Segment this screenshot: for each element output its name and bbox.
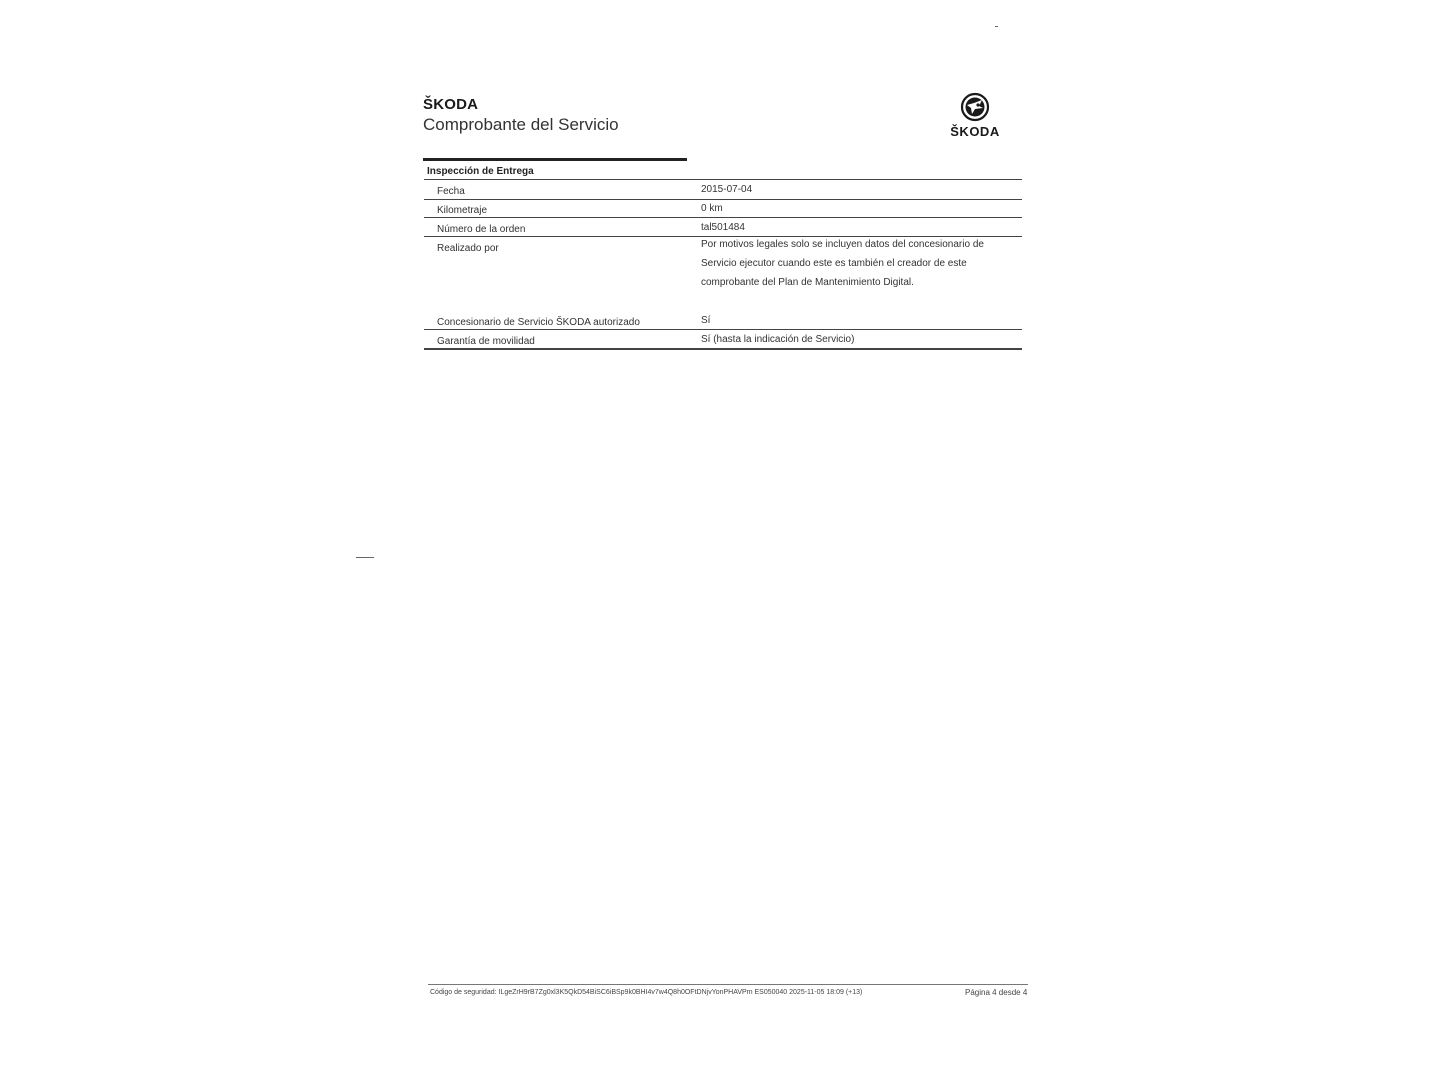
row-label-garantia: Garantía de movilidad xyxy=(437,336,535,347)
scan-mark xyxy=(995,26,998,27)
logo-wordmark: ŠKODA xyxy=(950,124,1000,139)
footer-divider xyxy=(428,984,1028,985)
brand-name: ŠKODA xyxy=(423,96,479,113)
skoda-arrow-icon xyxy=(960,92,990,122)
row-value-numero-orden: tal501484 xyxy=(701,222,745,233)
row-label-fecha: Fecha xyxy=(437,186,465,197)
scan-mark xyxy=(356,557,374,558)
row-value-fecha: 2015-07-04 xyxy=(701,184,753,195)
row-label-kilometraje: Kilometraje xyxy=(437,205,488,216)
row-value-kilometraje: 0 km xyxy=(701,203,723,214)
skoda-logo xyxy=(940,92,1010,142)
table-bottom-rule xyxy=(424,348,1022,350)
row-divider xyxy=(424,199,1022,200)
row-label-realizado-por: Realizado por xyxy=(437,243,499,254)
row-divider xyxy=(424,329,1022,330)
row-divider xyxy=(424,179,1022,180)
row-label-concesionario: Concesionario de Servicio ŠKODA autorizado xyxy=(437,317,640,328)
row-value-garantia: Sí (hasta la indicación de Servicio) xyxy=(701,334,855,345)
security-code: Código de seguridad: ILgeZrH9rB7Zg0xl3K5QkD54BiSC6iBSp9k0BHI4v7w4Q8h0OFtDNjvYonPHAVPm ES050040 2025-11-05 18:09 (+13) xyxy=(430,989,863,996)
row-divider xyxy=(424,217,1022,218)
document-title: Comprobante del Servicio xyxy=(423,115,619,134)
row-value-concesionario: Sí xyxy=(701,315,711,326)
header-divider xyxy=(423,158,687,161)
section-title: Inspección de Entrega xyxy=(427,166,534,177)
row-value-realizado-por: Por motivos legales solo se incluyen datos del concesionario de Servicio ejecutor cuando este es también el creador de este comprobante del Plan de Mantenimiento Digital. xyxy=(701,239,984,288)
row-label-numero-orden: Número de la orden xyxy=(437,224,526,235)
page-number: Página 4 desde 4 xyxy=(965,988,1028,997)
